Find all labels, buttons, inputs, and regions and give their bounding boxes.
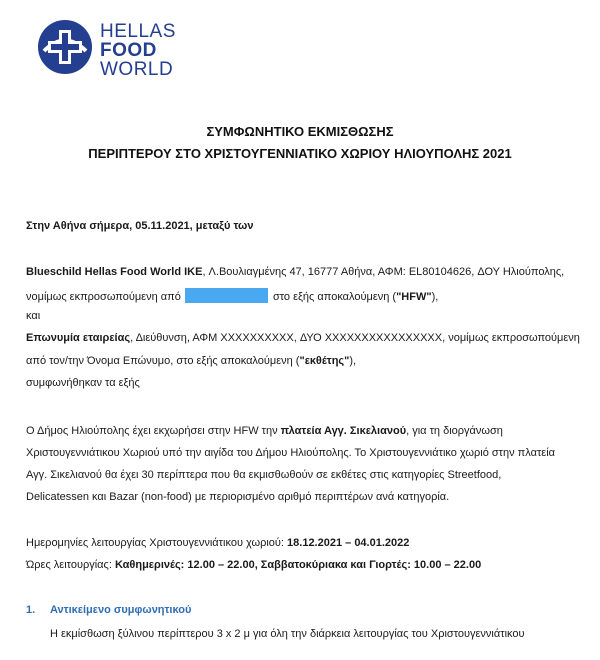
- logo-cross-icon: [36, 18, 94, 76]
- operating-dates-value: 18.12.2021 – 04.01.2022: [287, 537, 410, 549]
- party1-name: Blueschild Hellas Food World IKE: [26, 266, 203, 278]
- section-1-heading: [26, 604, 191, 616]
- hellas-food-world-logo: [36, 16, 186, 86]
- operating-hours-line: [26, 559, 481, 571]
- paragraph-text: Ο Δήμος Ηλιούπολης έχει εκχωρήσει στην HFW την: [26, 425, 281, 437]
- party2-line2-prefix: από τον/την Όνομα Επώνυμο, στο εξής αποκαλούμενη (: [26, 355, 300, 367]
- document-title-line-2: ΠΕΡΙΠΤΕΡΟΥ ΣΤΟ ΧΡΙΣΤΟΥΓΕΝΝΙΑΤΙΚΟ ΧΩΡΙΟΥ ΗΛΙΟΥΠΟΛΗΣ 2021: [88, 146, 512, 161]
- party1-rep-suffix: στο εξής αποκαλούμενη (: [272, 291, 397, 303]
- party2-name: Επωνυμία εταιρείας: [26, 332, 131, 344]
- intro-line: Στην Αθήνα σήμερα, 05.11.2021, μεταξύ των: [26, 220, 254, 232]
- paragraph-line-2: Χριστουγεννιάτικου Χωριού υπό την αιγίδα του Δήμου Ηλιούπολης. Το Χριστουγεννιάτικο χωριό στην πλατεία: [26, 447, 556, 459]
- and-line: και: [26, 310, 41, 322]
- party1-close: ),: [431, 291, 439, 303]
- square-name: πλατεία Αγγ. Σικελιανού: [280, 425, 407, 437]
- document-title-line-1: ΣΥΜΦΩΝΗΤΙΚΟ ΕΚΜΙΣΘΩΣΗΣ: [206, 124, 394, 139]
- party1-rep-prefix: νομίμως εκπροσωπούμενη από: [26, 291, 181, 303]
- party1-details: , Λ.Βουλιαγμένης 47, 16777 Αθήνα, ΑΦΜ: EL80104626, ΔΟΥ Ηλιούπολης,: [202, 266, 565, 278]
- operating-dates-label: Ημερομηνίες λειτουργίας Χριστουγεννιάτικου χωριού:: [26, 537, 284, 549]
- party2-close: ),: [349, 355, 357, 367]
- section-1-number: 1.: [26, 604, 36, 616]
- logo-line-hellas: HELLAS: [100, 21, 176, 42]
- operating-dates-line: [26, 537, 409, 549]
- party2-line-2: [26, 355, 356, 367]
- logo-line-world: WORLD: [100, 59, 174, 80]
- party2-alias: "εκθέτης": [299, 355, 350, 367]
- party2-details: , Διεύθυνση, ΑΦΜ XXXXXXXXXX, ΔΥΟ XXXXXXXXXXXXXXXX, νομίμως εκπροσωπούμενη: [130, 332, 580, 344]
- paragraph-line-4: Delicatessen και Bazar (non-food) με περιορισμένο αριθμό περιπτέρων ανά κατηγορία.: [26, 491, 450, 503]
- agreed-line: συμφωνήθηκαν τα εξής: [26, 377, 140, 389]
- operating-hours-label: Ώρες λειτουργίας:: [26, 559, 112, 571]
- paragraph-line-3: Αγγ. Σικελιανού θα έχει 30 περίπτερα που θα εκμισθωθούν σε εκθέτες στις κατηγορίες Streetfood,: [26, 469, 502, 481]
- logo-wordmark: [100, 22, 176, 79]
- party1-line-1: [26, 266, 564, 278]
- logo-line-food: FOOD: [100, 40, 157, 61]
- party2-line-1: [26, 332, 580, 344]
- redacted-representative-name: [185, 288, 268, 303]
- operating-hours-value: Καθημερινές: 12.00 – 22.00, Σαββατοκύριακα και Γιορτές: 10.00 – 22.00: [114, 559, 482, 571]
- section-1-text: Η εκμίσθωση ξύλινου περίπτερου 3 x 2 μ για όλη την διάρκεια λειτουργίας του Χριστουγεννιάτικου: [50, 628, 525, 640]
- paragraph-text-end: , για τη διοργάνωση: [406, 425, 503, 437]
- paragraph-line-1: [26, 425, 503, 437]
- party1-line-2: [26, 288, 438, 303]
- section-1-title: Αντικείμενο συμφωνητικού: [50, 604, 192, 616]
- party1-alias: "HFW": [396, 291, 432, 303]
